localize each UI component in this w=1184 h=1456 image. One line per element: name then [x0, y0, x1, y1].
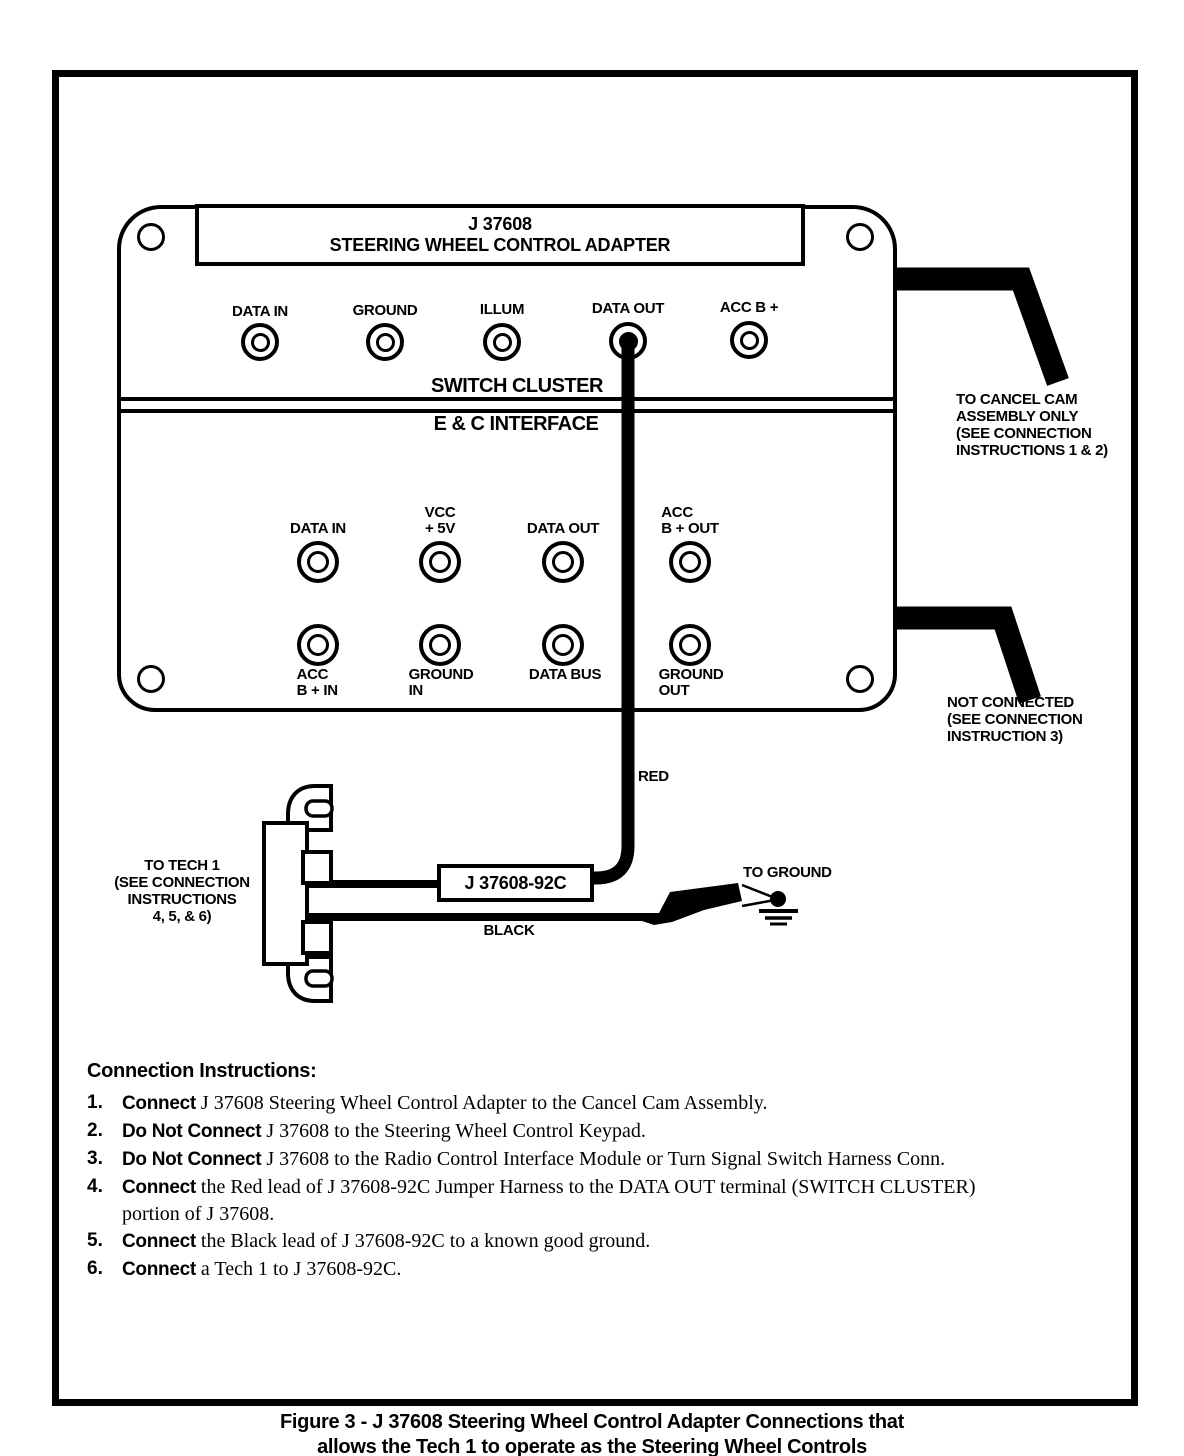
figure-caption [0, 1410, 1184, 1456]
instruction-text: J 37608 to the Radio Control Interface Module or Turn Signal Switch Harness Conn. [261, 1148, 946, 1170]
terminal-label-ec-data-out: DATA OUT [526, 520, 600, 537]
instruction-text: the Red lead of J 37608-92C Jumper Harness to the DATA OUT terminal (SWITCH CLUSTER) [195, 1176, 976, 1198]
instruction-item [87, 1118, 1137, 1145]
adapter-title-line2: STEERING WHEEL CONTROL ADAPTER [329, 235, 671, 255]
terminal-label-ec-ground-in: GROUND IN [408, 666, 474, 699]
tech1-connector-top-slot [306, 801, 332, 816]
terminal-label-ec-data-in: DATA IN [290, 520, 346, 537]
instruction-number: 1. [87, 1092, 103, 1113]
not-connected-cable [893, 618, 1030, 700]
terminal-label-ec-acc-b-out: ACC B + OUT [661, 504, 719, 537]
terminal-label-ec-ground-out: GROUND OUT [658, 666, 724, 699]
tech1-connector-body [264, 823, 307, 964]
instruction-text: the Black lead of J 37608-92C to a known good ground. [195, 1230, 651, 1252]
terminal-label-sc-data-out: DATA OUT [591, 300, 665, 317]
to-ground-label: TO GROUND [743, 864, 832, 881]
instruction-number: 5. [87, 1230, 103, 1251]
connection-instructions [87, 1060, 1137, 1284]
instruction-lead: Do Not Connect [122, 1121, 262, 1142]
jumper-harness-label: J 37608-92C [464, 872, 567, 893]
instruction-number: 2. [87, 1120, 103, 1141]
figure-caption-line1: Figure 3 - J 37608 Steering Wheel Control Adapter Connections that [279, 1411, 904, 1433]
figure-caption-line2: allows the Tech 1 to operate as the Steering Wheel Controls [317, 1436, 867, 1456]
jumper-harness-tag [437, 864, 594, 902]
cancel-cam-annotation: TO CANCEL CAM ASSEMBLY ONLY (SEE CONNECTION INSTRUCTIONS 1 & 2) [956, 391, 1108, 459]
instructions-heading: Connection Instructions: [87, 1060, 317, 1082]
tech1-annotation: TO TECH 1 (SEE CONNECTION INSTRUCTIONS 4, 5, & 6) [114, 857, 250, 925]
ground-clip-icon [642, 883, 742, 925]
instruction-number: 3. [87, 1148, 103, 1169]
instruction-text: a Tech 1 to J 37608-92C. [195, 1258, 402, 1280]
terminal-label-sc-ground: GROUND [352, 302, 418, 319]
switch-cluster-section-label: SWITCH CLUSTER [431, 375, 603, 397]
instruction-item [87, 1146, 1137, 1173]
red-wire-label: RED [638, 768, 669, 785]
instruction-lead: Connect [122, 1177, 196, 1198]
terminal-label-sc-data-in: DATA IN [232, 303, 288, 320]
terminal-label-ec-vcc-5v: VCC + 5V [424, 504, 456, 537]
not-connected-annotation: NOT CONNECTED (SEE CONNECTION INSTRUCTION 3) [947, 694, 1083, 745]
instruction-item [87, 1228, 1137, 1255]
instruction-lead: Do Not Connect [122, 1149, 262, 1170]
instruction-number: 6. [87, 1258, 103, 1279]
terminal-label-ec-data-bus: DATA BUS [528, 666, 602, 683]
instruction-text: J 37608 Steering Wheel Control Adapter to the Cancel Cam Assembly. [195, 1092, 768, 1114]
tech1-connector-tab [303, 922, 331, 953]
ground-clip-jaws [742, 885, 775, 906]
tech1-connector-tab [303, 852, 331, 883]
instruction-item [87, 1174, 1137, 1227]
instruction-item [87, 1090, 1137, 1117]
e-and-c-interface-section-label: E & C INTERFACE [433, 413, 599, 435]
instruction-number: 4. [87, 1176, 103, 1197]
adapter-title-line1: J 37608 [468, 214, 532, 234]
instruction-item [87, 1256, 1137, 1283]
terminal-label-sc-illum: ILLUM [479, 301, 525, 318]
black-wire-label: BLACK [483, 922, 535, 939]
cancel-cam-cable [893, 279, 1058, 382]
instruction-lead: Connect [122, 1231, 196, 1252]
red-lead-wire [594, 341, 628, 878]
instruction-text: J 37608 to the Steering Wheel Control Keypad. [261, 1120, 646, 1142]
tech1-connector-bottom-slot [306, 971, 332, 986]
terminal-label-sc-acc-b-plus: ACC B + [719, 299, 779, 316]
ground-point [770, 891, 786, 907]
instruction-lead: Connect [122, 1259, 196, 1280]
terminal-label-ec-acc-b-in: ACC B + IN [296, 666, 338, 699]
instruction-text-continued: portion of J 37608. [122, 1203, 275, 1225]
instruction-lead: Connect [122, 1093, 196, 1114]
